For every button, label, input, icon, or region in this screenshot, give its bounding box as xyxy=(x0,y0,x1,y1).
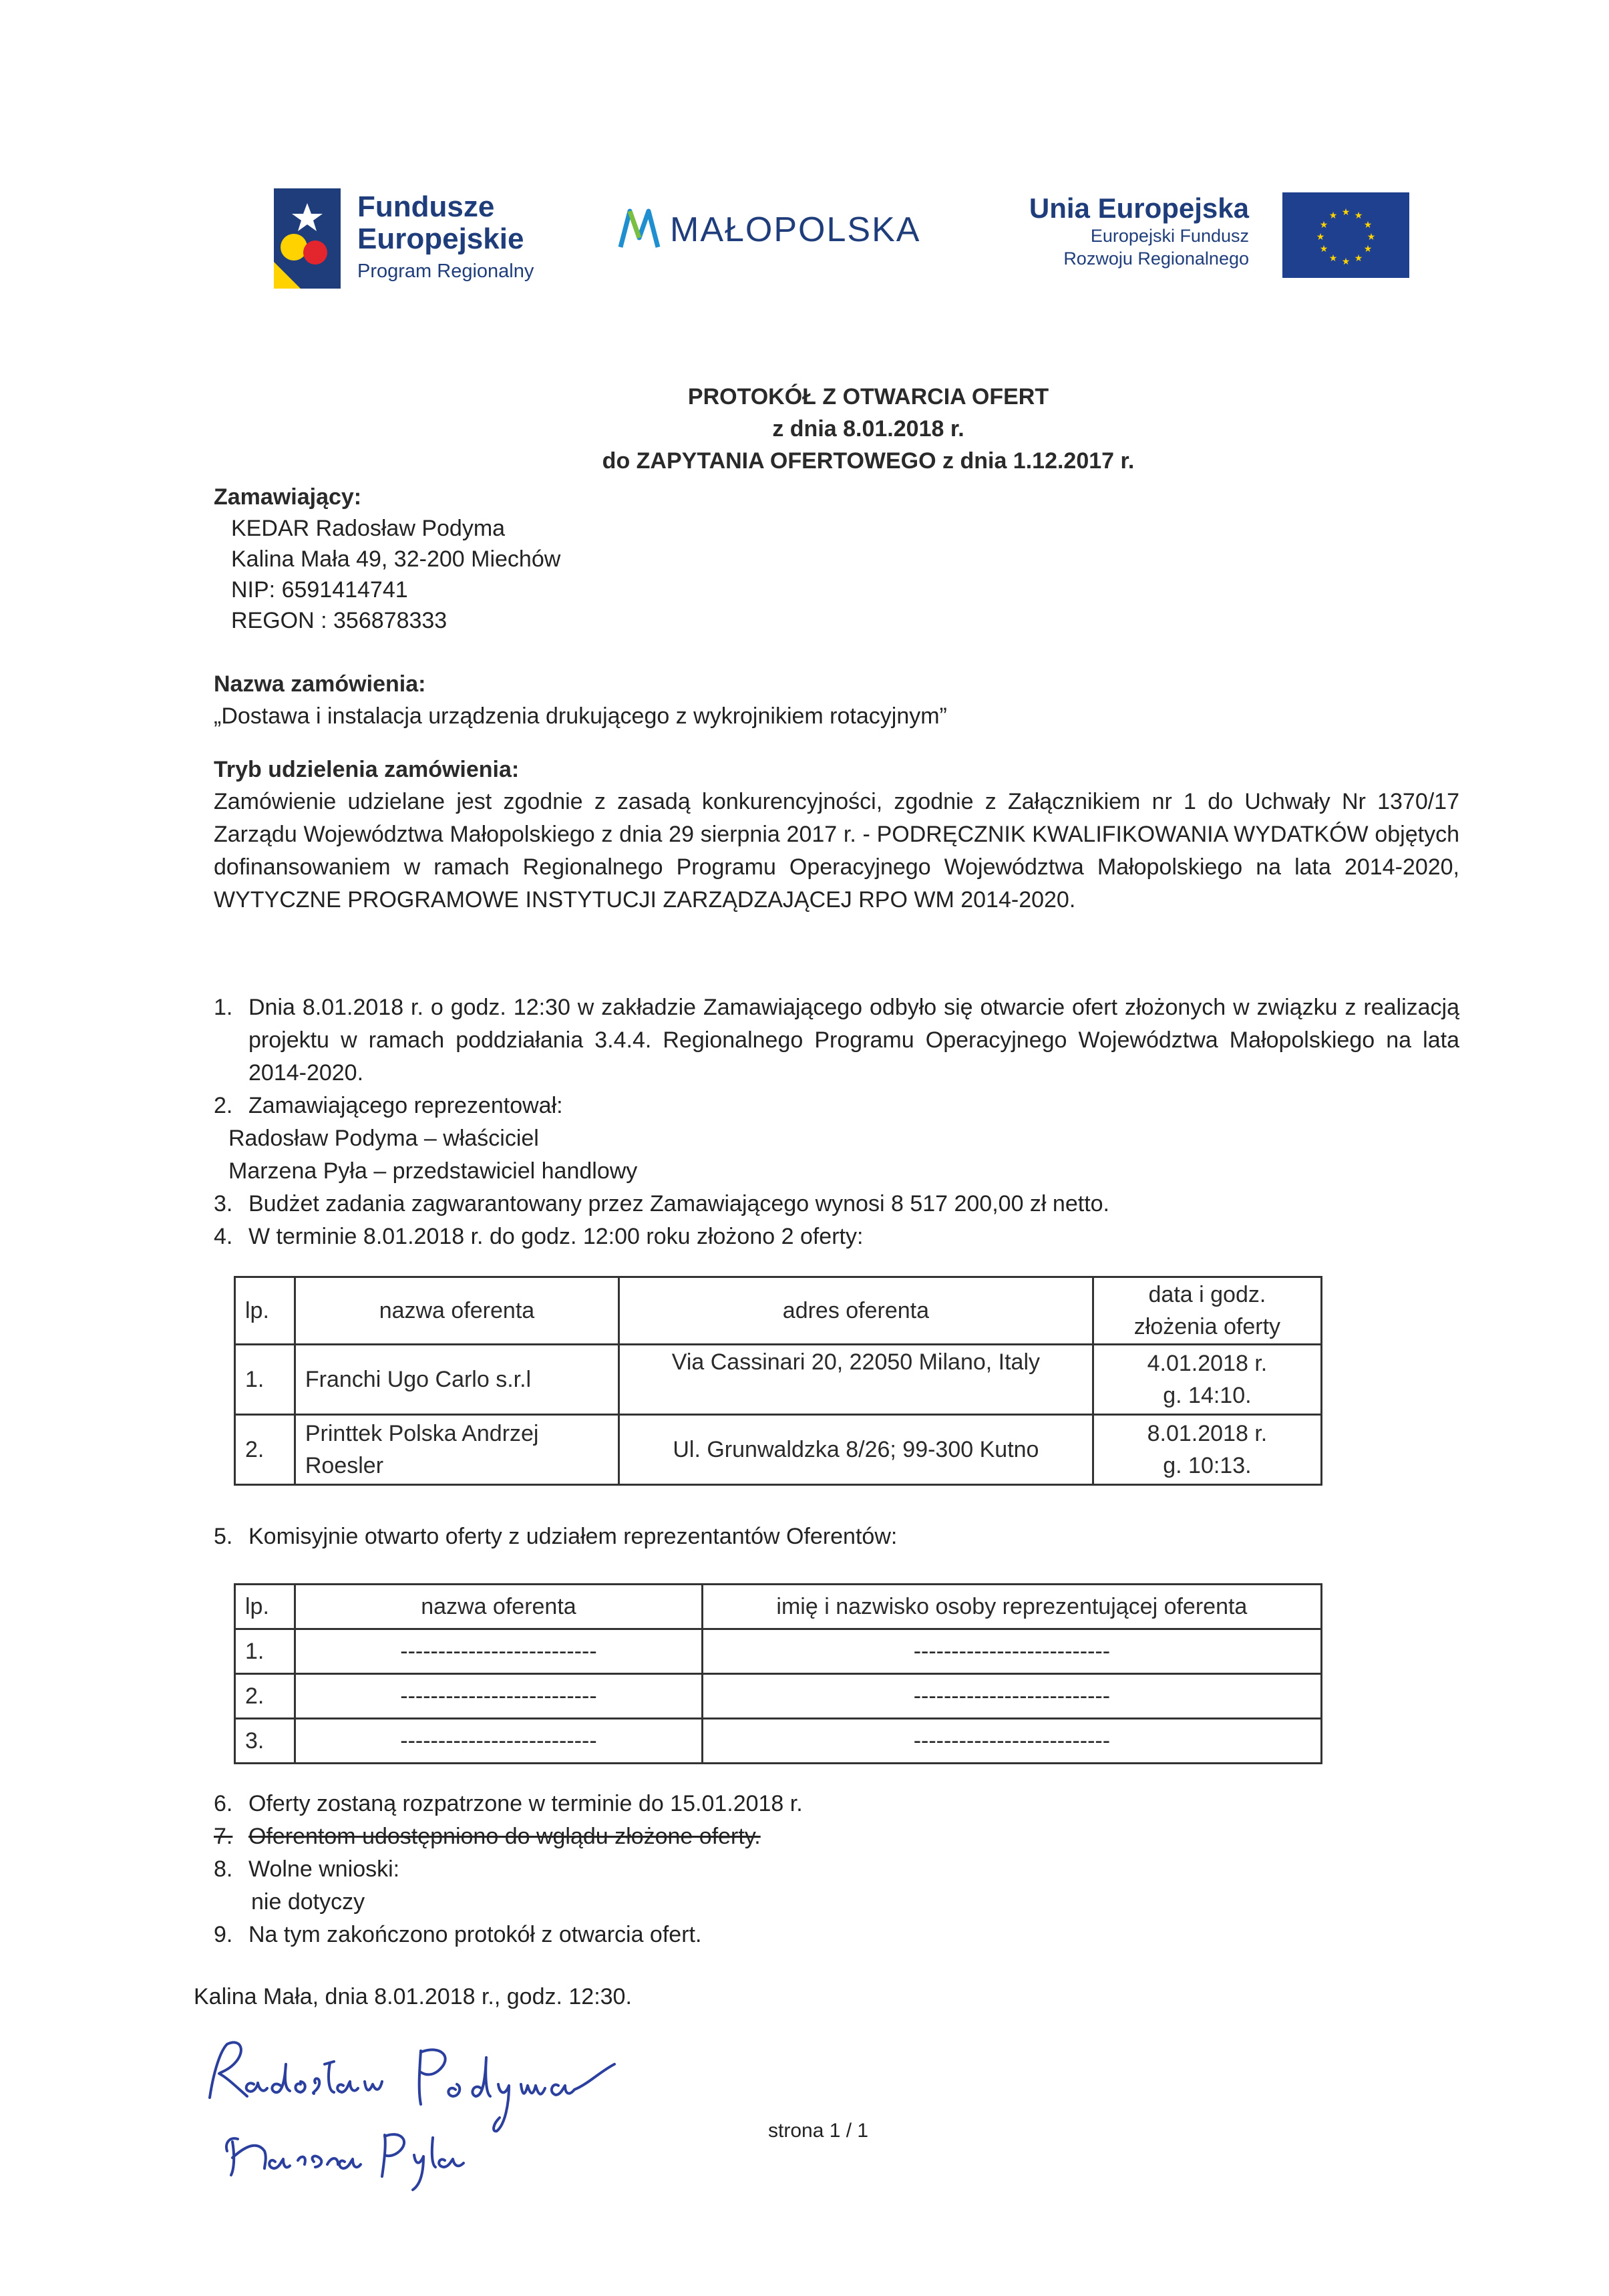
svg-text:★: ★ xyxy=(1319,244,1328,255)
table-header-row xyxy=(235,1277,1322,1345)
list-item xyxy=(214,1090,1459,1122)
item-text: Zamawiającego reprezentował: xyxy=(248,1093,563,1118)
list-item-struck-through xyxy=(214,1820,1425,1853)
ordering-party-regon: REGON : 356878333 xyxy=(231,608,448,633)
offer-date: 8.01.2018 r. xyxy=(1147,1421,1268,1446)
cell-lp: 1. xyxy=(235,1629,295,1674)
cell-name: Printtek Polska Andrzej Roesler xyxy=(295,1415,618,1485)
cell-representative: -------------------------- xyxy=(702,1629,1321,1674)
column-header-name: nazwa oferenta xyxy=(295,1585,703,1629)
fundusze-europejskie-emblem-icon xyxy=(274,188,341,289)
column-header-lp: lp. xyxy=(235,1585,295,1629)
procedure-label: Tryb udzielenia zamówienia: xyxy=(214,757,520,782)
item-text: Na tym zakończono protokół z otwarcia ofert. xyxy=(248,1922,702,1947)
cell-address: Via Cassinari 20, 22050 Milano, Italy xyxy=(619,1345,1093,1415)
item-text: Komisyjnie otwarto oferty z udziałem reprezentantów Oferentów: xyxy=(248,1524,898,1549)
procedure-text: Zamówienie udzielane jest zgodnie z zasadą konkurencyjności, zgodnie z Załącznikiem nr 1 do Uchwały Nr 1370/17 Zarządu Województwa Małopolskiego z dnia 29 sierpnia 2017 r. - PODRĘCZNIK KWALIFIKOWANIA WYDATKÓW objętych dofinansowaniem w ramach Regionalnego Programu Operacyjnego Województwa Małopolskiego na lata 2014-2020, WYTYCZNE PROGRAMOWE INSTYTUCJI ZARZĄDZAJĄCEJ RPO WM 2014-2020. xyxy=(214,789,1459,913)
place-and-date: Kalina Mała, dnia 8.01.2018 r., godz. 12:30. xyxy=(194,1984,632,2009)
protocol-items xyxy=(214,991,1459,1253)
svg-text:★: ★ xyxy=(1354,253,1363,264)
table-row xyxy=(235,1719,1322,1764)
malopolska-m-icon xyxy=(618,207,661,250)
column-header-date xyxy=(1093,1277,1321,1345)
svg-text:★: ★ xyxy=(1367,232,1376,242)
representative-1: Radosław Podyma – właściciel xyxy=(228,1126,539,1151)
table-header-row xyxy=(235,1585,1322,1629)
cell-lp: 1. xyxy=(235,1345,295,1415)
svg-text:★: ★ xyxy=(1319,220,1328,230)
item-number: 5. xyxy=(214,1524,233,1549)
table-row xyxy=(235,1629,1322,1674)
column-header-lp: lp. xyxy=(235,1277,295,1345)
title-line-2: z dnia 8.01.2018 r. xyxy=(772,416,964,442)
cell-date xyxy=(1093,1415,1321,1485)
item-text: Dnia 8.01.2018 r. o godz. 12:30 w zakładzie Zamawiającego odbyło się otwarcie ofert złożonych w związku z realizacją projektu w ramach poddziałania 3.4.4. Regionalnego Programu Operacyjnego Województwa Małopolskiego na lata 2014-2020. xyxy=(248,995,1459,1086)
column-header-representative: imię i nazwisko osoby reprezentującej oferenta xyxy=(702,1585,1321,1629)
svg-text:★: ★ xyxy=(1328,210,1338,221)
cell-address: Ul. Grunwaldzka 8/26; 99-300 Kutno xyxy=(619,1415,1093,1485)
representative-2: Marzena Pyła – przedstawiciel handlowy xyxy=(228,1158,638,1184)
ordering-party-nip: NIP: 6591414741 xyxy=(231,577,408,603)
item-number: 4. xyxy=(214,1224,233,1249)
eu-flag-icon xyxy=(1282,192,1409,278)
protocol-items-continued xyxy=(214,1788,1425,1951)
svg-text:★: ★ xyxy=(1354,210,1363,221)
svg-text:★: ★ xyxy=(1363,244,1373,255)
cell-lp: 2. xyxy=(235,1674,295,1719)
title-line-1: PROTOKÓŁ Z OTWARCIA OFERT xyxy=(687,384,1049,409)
table-row xyxy=(235,1674,1322,1719)
column-header-name: nazwa oferenta xyxy=(295,1277,618,1345)
fundusze-europejskie-logo xyxy=(274,188,561,289)
cell-representative: -------------------------- xyxy=(702,1674,1321,1719)
fe-logo-line-2: Europejskie xyxy=(357,222,524,255)
list-item xyxy=(214,1788,1425,1820)
cell-name: -------------------------- xyxy=(295,1674,703,1719)
title-line-3: do ZAPYTANIA OFERTOWEGO z dnia 1.12.2017 r. xyxy=(602,448,1135,474)
order-name-label: Nazwa zamówienia: xyxy=(214,671,426,697)
item-text: Wolne wnioski: xyxy=(248,1856,400,1882)
ordering-party-address: Kalina Mała 49, 32-200 Miechów xyxy=(231,546,561,572)
svg-text:★: ★ xyxy=(1363,220,1373,230)
list-item xyxy=(214,991,1459,1090)
date-header-line-2: złożenia oferty xyxy=(1133,1314,1281,1339)
cell-lp: 3. xyxy=(235,1719,295,1764)
ordering-party-label: Zamawiający: xyxy=(214,484,362,510)
item-number: 7. xyxy=(214,1824,233,1849)
svg-text:★: ★ xyxy=(1316,232,1325,242)
table-row xyxy=(235,1345,1322,1415)
ue-logo-line-2: Europejski Fundusz xyxy=(1090,226,1249,246)
cell-lp: 2. xyxy=(235,1415,295,1485)
offer-time: g. 10:13. xyxy=(1163,1453,1252,1478)
ue-logo-line-1: Unia Europejska xyxy=(1029,192,1249,224)
cell-name: -------------------------- xyxy=(295,1629,703,1674)
item-number: 2. xyxy=(214,1093,233,1118)
handwritten-signatures xyxy=(200,2024,655,2198)
malopolska-wordmark: MAŁOPOLSKA xyxy=(670,210,921,249)
item-text: Oferty zostaną rozpatrzone w terminie do 15.01.2018 r. xyxy=(248,1791,803,1816)
cell-name: -------------------------- xyxy=(295,1719,703,1764)
page-number: strona 1 / 1 xyxy=(768,2120,869,2142)
list-item xyxy=(214,1919,1425,1951)
svg-text:★: ★ xyxy=(1341,207,1351,218)
cell-name: Franchi Ugo Carlo s.r.l xyxy=(295,1345,618,1415)
item-text: W terminie 8.01.2018 r. do godz. 12:00 roku złożono 2 oferty: xyxy=(248,1224,864,1249)
list-item xyxy=(214,1853,1425,1886)
item-text: Oferentom udostępniono do wglądu złożone oferty. xyxy=(248,1824,761,1849)
cell-date xyxy=(1093,1345,1321,1415)
order-name-section xyxy=(214,668,947,732)
list-item xyxy=(214,1220,1459,1253)
list-item xyxy=(214,1188,1459,1220)
offer-date: 4.01.2018 r. xyxy=(1147,1351,1268,1376)
ordering-party-name: KEDAR Radosław Podyma xyxy=(231,516,506,541)
document-title xyxy=(534,381,1202,477)
offer-time: g. 14:10. xyxy=(1163,1383,1252,1408)
ue-logo-line-3: Rozwoju Regionalnego xyxy=(1063,249,1249,269)
svg-text:★: ★ xyxy=(1341,257,1351,267)
offers-table xyxy=(234,1276,1322,1486)
column-header-address: adres oferenta xyxy=(619,1277,1093,1345)
date-header-line-1: data i godz. xyxy=(1148,1282,1266,1307)
item-number: 8. xyxy=(214,1856,233,1882)
fe-logo-line-1: Fundusze xyxy=(357,190,495,223)
item-number: 9. xyxy=(214,1922,233,1947)
table-row xyxy=(235,1415,1322,1485)
svg-text:★: ★ xyxy=(1328,253,1338,264)
list-item xyxy=(214,1520,1459,1553)
representatives-table xyxy=(234,1583,1322,1764)
procedure-section xyxy=(214,754,1459,917)
item-number: 3. xyxy=(214,1191,233,1216)
item-number: 6. xyxy=(214,1791,233,1816)
cell-representative: -------------------------- xyxy=(702,1719,1321,1764)
ordering-party-section xyxy=(214,481,560,636)
item-number: 1. xyxy=(214,995,233,1020)
order-name-value: „Dostawa i instalacja urządzenia drukującego z wykrojnikiem rotacyjnym” xyxy=(214,703,947,729)
unia-europejska-logo xyxy=(1029,192,1409,279)
item-text: Budżet zadania zagwarantowany przez Zamawiającego wynosi 8 517 200,00 zł netto. xyxy=(248,1191,1109,1216)
fe-logo-line-3: Program Regionalny xyxy=(357,261,534,282)
free-motions-value: nie dotyczy xyxy=(251,1889,365,1915)
